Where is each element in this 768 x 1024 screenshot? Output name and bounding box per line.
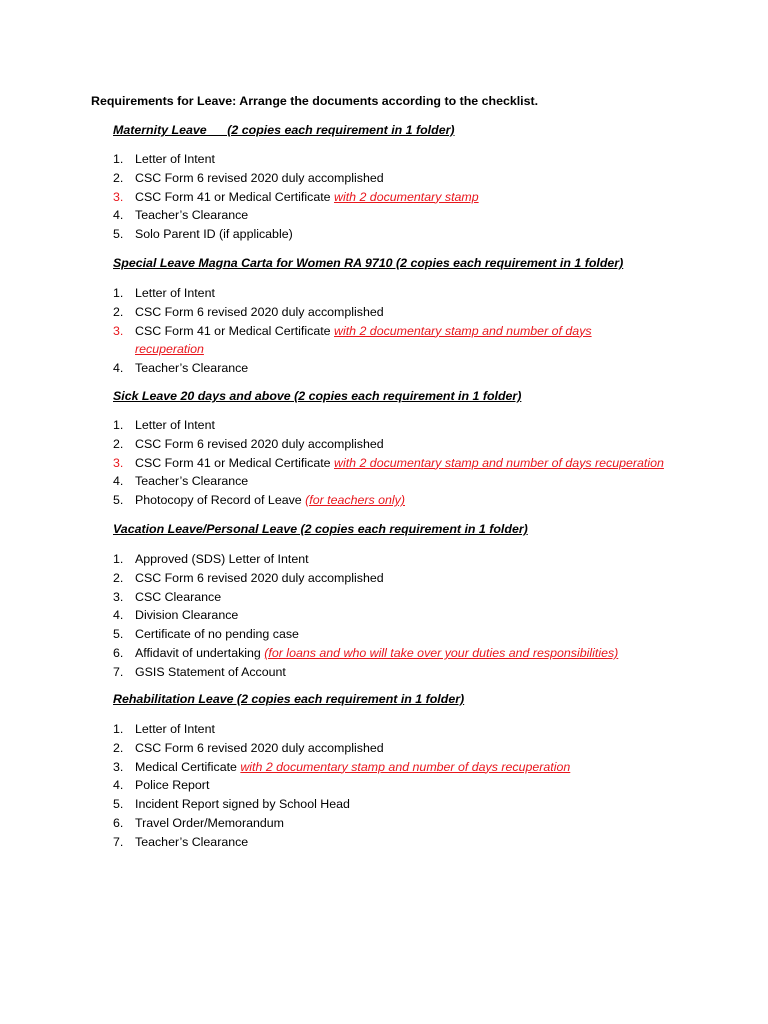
list-item xyxy=(113,550,713,569)
item-number: 4. xyxy=(113,778,124,793)
item-number: 1. xyxy=(113,418,124,432)
list-item xyxy=(113,416,713,435)
checklist-vacation-leave xyxy=(113,550,713,682)
item-number: 4. xyxy=(113,361,124,376)
item-number: 1. xyxy=(113,722,124,736)
item-text: Incident Report signed by School Head xyxy=(135,797,350,812)
item-number: 5. xyxy=(113,627,124,642)
list-item xyxy=(113,169,713,188)
item-text: Teacher’s Clearance xyxy=(135,208,249,223)
item-note: with 2 documentary stamp xyxy=(334,189,479,204)
section-heading-rehabilitation-leave: Rehabilitation Leave (2 copies each requirement in 1 folder) xyxy=(113,692,465,706)
item-text: CSC Form 6 revised 2020 duly accomplished xyxy=(135,436,384,451)
item-text: Medical Certificate xyxy=(135,759,241,774)
item-text: Letter of Intent xyxy=(135,418,215,432)
item-text: CSC Form 6 revised 2020 duly accomplished xyxy=(135,570,384,585)
item-number: 3. xyxy=(113,455,124,470)
list-item xyxy=(113,720,713,739)
item-text: Teacher’s Clearance xyxy=(135,834,249,849)
item-number: 7. xyxy=(113,664,124,679)
item-text: Travel Order/Memorandum xyxy=(135,815,284,830)
section-heading-sick-leave: Sick Leave 20 days and above (2 copies each requirement in 1 folder) xyxy=(113,389,522,403)
item-note: (for teachers only) xyxy=(305,493,405,508)
list-item xyxy=(113,206,713,225)
item-text: Letter of Intent xyxy=(135,722,215,736)
list-item xyxy=(113,435,713,454)
item-number: 5. xyxy=(113,227,124,242)
list-item xyxy=(113,758,713,777)
checklist-maternity-leave xyxy=(113,150,713,244)
list-item xyxy=(113,472,713,491)
item-text: Teacher’s Clearance xyxy=(135,474,249,489)
list-item xyxy=(113,150,713,169)
item-text: Letter of Intent xyxy=(135,152,215,166)
item-number: 1. xyxy=(113,286,124,300)
item-note: with 2 documentary stamp and number of days recuperation xyxy=(240,759,571,774)
item-text: Certificate of no pending case xyxy=(135,627,299,642)
item-text: Letter of Intent xyxy=(135,286,215,300)
item-text: Teacher’s Clearance xyxy=(135,361,249,376)
item-text: CSC Form 41 or Medical Certificate xyxy=(135,455,334,470)
item-number: 3. xyxy=(113,759,124,774)
list-item xyxy=(113,739,713,758)
item-text: Affidavit of undertaking xyxy=(135,645,265,660)
item-text: Approved (SDS) Letter of Intent xyxy=(135,552,309,566)
item-number: 6. xyxy=(113,645,124,660)
section-heading-maternity-leave: Maternity Leave (2 copies each requirement in 1 folder) xyxy=(113,123,455,137)
list-item xyxy=(113,491,713,510)
item-number: 3. xyxy=(113,589,124,604)
list-item xyxy=(113,284,713,303)
list-item xyxy=(113,588,713,607)
item-number: 5. xyxy=(113,797,124,812)
item-number: 5. xyxy=(113,493,124,508)
list-item xyxy=(113,625,713,644)
item-note-continued: recuperation xyxy=(135,342,204,357)
checklist-rehabilitation-leave xyxy=(113,720,713,852)
item-text: GSIS Statement of Account xyxy=(135,664,286,679)
list-item xyxy=(113,663,713,682)
list-item xyxy=(113,833,713,852)
item-number: 1. xyxy=(113,152,124,166)
item-number: 7. xyxy=(113,834,124,849)
list-item xyxy=(113,569,713,588)
checklist-sick-leave xyxy=(113,416,713,510)
item-text: CSC Form 6 revised 2020 duly accomplished xyxy=(135,304,384,319)
item-text: CSC Clearance xyxy=(135,589,222,604)
item-number: 2. xyxy=(113,436,124,451)
list-item xyxy=(113,606,713,625)
item-note: (for loans and who will take over your duties and responsibilities) xyxy=(264,645,619,660)
page-title: Requirements for Leave: Arrange the documents according to the checklist. xyxy=(91,94,539,108)
item-note: with 2 documentary stamp and number of days recuperation xyxy=(334,455,664,470)
list-item xyxy=(113,225,713,244)
list-item xyxy=(113,359,713,378)
item-text: CSC Form 41 or Medical Certificate xyxy=(135,323,334,338)
list-item xyxy=(113,303,713,322)
item-number: 2. xyxy=(113,304,124,319)
item-number: 2. xyxy=(113,170,124,185)
item-number: 3. xyxy=(113,323,124,338)
item-text: Solo Parent ID (if applicable) xyxy=(135,227,293,242)
item-number: 4. xyxy=(113,474,124,489)
item-text: Photocopy of Record of Leave xyxy=(135,493,306,508)
list-item xyxy=(113,795,713,814)
checklist-special-leave xyxy=(113,284,713,378)
list-item xyxy=(113,188,713,207)
list-item xyxy=(113,776,713,795)
item-text: Division Clearance xyxy=(135,608,239,623)
item-number: 3. xyxy=(113,189,124,204)
item-number: 2. xyxy=(113,740,124,755)
item-number: 6. xyxy=(113,815,124,830)
section-heading-vacation-leave: Vacation Leave/Personal Leave (2 copies each requirement in 1 folder) xyxy=(113,522,528,536)
item-text: CSC Form 6 revised 2020 duly accomplished xyxy=(135,170,384,185)
list-item xyxy=(113,644,713,663)
item-number: 1. xyxy=(113,552,124,566)
item-note: with 2 documentary stamp and number of days xyxy=(334,323,592,338)
list-item xyxy=(113,814,713,833)
list-item xyxy=(113,454,713,473)
list-item xyxy=(113,322,713,360)
item-text: CSC Form 6 revised 2020 duly accomplished xyxy=(135,740,384,755)
section-heading-special-leave: Special Leave Magna Carta for Women RA 9710 (2 copies each requirement in 1 folder) xyxy=(113,256,624,270)
item-number: 2. xyxy=(113,570,124,585)
item-number: 4. xyxy=(113,208,124,223)
item-number: 4. xyxy=(113,608,124,623)
item-text: CSC Form 41 or Medical Certificate xyxy=(135,189,334,204)
item-text: Police Report xyxy=(135,778,210,793)
